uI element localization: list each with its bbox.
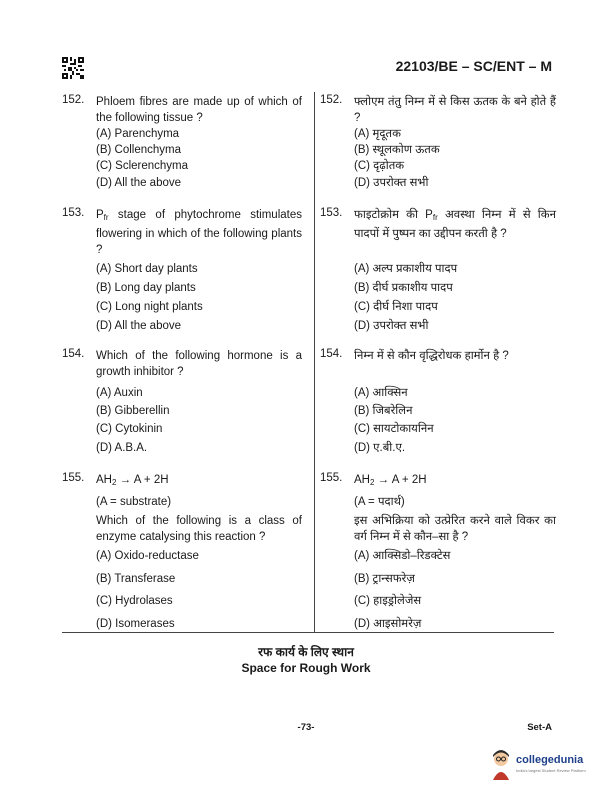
option-a: (A) अल्प प्रकाशीय पादप [354, 263, 458, 275]
option-c: (C) Sclerenchyma [96, 160, 189, 172]
option-b: (B) दीर्घ प्रकाशीय पादप [354, 282, 453, 294]
logo-tagline: India's largest Student Review Platform [516, 768, 586, 773]
logo-wordmark: collegedunia [516, 754, 584, 766]
option-b: (B) ट्रान्सफरेज़ [354, 573, 415, 585]
option-c: (C) सायटोकायनिन [354, 423, 434, 435]
option-d: (D) Isomerases [96, 618, 175, 630]
question-text: Which of the following hormone is a growth inhibitor ? [96, 350, 302, 378]
option-c: (C) हाइड्रोलेजेस [354, 595, 422, 607]
question-text: Phloem fibres are made up of which of the following tissue ? [96, 96, 302, 124]
question-number: 155. [62, 472, 85, 484]
option-d: (D) ए.बी.ए. [354, 442, 406, 454]
reaction-equation: $AH_2 \to A + 2H$ [354, 474, 427, 487]
option-d: (D) All the above [96, 320, 182, 332]
option-b: (B) स्थूलकोण ऊतक [354, 144, 440, 156]
column-divider [314, 92, 315, 632]
option-c: (C) दृढ़ोतक [354, 160, 405, 172]
rough-work-label-english: Space for Rough Work [241, 661, 371, 675]
question-text: फ्लोएम तंतु निम्न में से किस ऊतक के बने होते हैं ? [354, 96, 556, 124]
option-d: (D) All the above [96, 177, 182, 189]
option-d: (D) A.B.A. [96, 442, 148, 454]
option-a: (A) आक्सिडो–रिडक्टेस [354, 550, 451, 562]
option-a: (A) Oxido-reductase [96, 550, 199, 562]
option-d: (D) उपरोक्त सभी [354, 320, 429, 332]
question-155-hi [320, 472, 556, 630]
set-label: Set-A [527, 722, 552, 733]
question-154-en [62, 348, 302, 454]
option-b: (B) Long day plants [96, 282, 196, 294]
question-number: 154. [320, 348, 343, 360]
substrate-note: (A = substrate) [96, 496, 172, 508]
option-a: (A) मृदूतक [354, 128, 401, 140]
option-c: (C) Long night plants [96, 301, 203, 313]
question-153-hi [320, 207, 556, 332]
collegedunia-logo [490, 748, 600, 784]
question-number: 154. [62, 348, 85, 360]
page-number: -73- [297, 722, 315, 733]
option-a: (A) Auxin [96, 387, 143, 399]
option-d: (D) आइसोमरेज़ [354, 618, 422, 630]
question-152-hi [320, 94, 556, 189]
option-b: (B) Collenchyma [96, 144, 181, 156]
rough-work-divider [62, 632, 554, 633]
question-152-en [62, 94, 302, 189]
question-155-en [62, 472, 302, 630]
option-b: (B) Gibberellin [96, 405, 170, 417]
question-number: 152. [320, 94, 343, 106]
option-a: (A) Parenchyma [96, 128, 180, 140]
qr-code [62, 57, 84, 79]
question-154-hi [320, 348, 556, 454]
question-153-en [62, 207, 302, 332]
option-c: (C) Hydrolases [96, 595, 173, 607]
question-text: इस अभिक्रिया को उत्प्रेरित करने वाले विकर का वर्ग निम्न में से कौन–सा है ? [354, 515, 556, 543]
question-text: निम्न में से कौन वृद्धिरोधक हार्मोन है ? [354, 350, 509, 362]
question-number: 153. [320, 207, 343, 219]
option-a: (A) Short day plants [96, 263, 198, 275]
rough-work-label-hindi: रफ कार्य के लिए स्थान [258, 645, 354, 659]
option-b: (B) Transferase [96, 573, 176, 585]
question-text: Which of the following is a class of enzyme catalysing this reaction ? [96, 515, 302, 543]
substrate-note: (A = पदार्थ) [354, 496, 405, 508]
question-number: 155. [320, 472, 343, 484]
question-number: 153. [62, 207, 85, 219]
option-d: (D) उपरोक्त सभी [354, 177, 429, 189]
question-number: 152. [62, 94, 85, 106]
option-c: (C) Cytokinin [96, 423, 163, 435]
option-a: (A) आक्सिन [354, 387, 408, 399]
option-b: (B) जिबरेलिन [354, 405, 413, 417]
question-text: फाइटोक्रोम की $P_{fr}$ अवस्था निम्न में से किन पादपों में पुष्पन का उद्दीपन करती है ? [354, 209, 556, 240]
paper-code: 22103/BE – SC/ENT – M [395, 58, 552, 74]
reaction-equation: $AH_2 \to A + 2H$ [96, 474, 169, 487]
mascot-icon [490, 750, 512, 780]
option-c: (C) दीर्घ निशा पादप [354, 301, 438, 313]
question-text: $P_{fr}$ stage of phytochrome stimulates flowering in which of the following plants ? [96, 209, 302, 256]
